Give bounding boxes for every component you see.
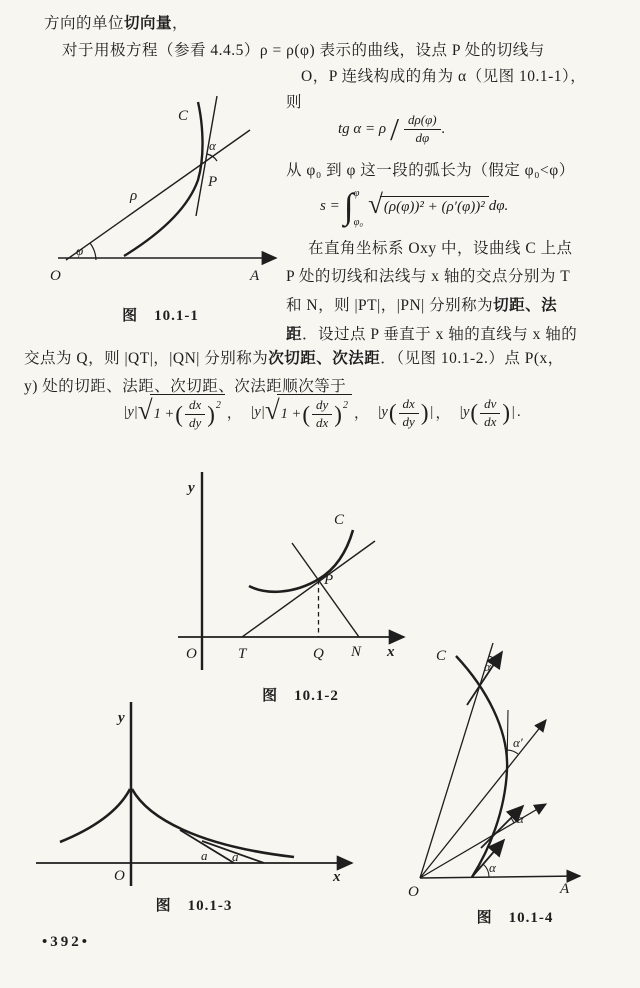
text-run: 交点为 Q，则 |QT|，|QN| 分别称为 — [24, 350, 269, 367]
text-line-7: P 处的切线和法线与 x 轴的交点分别为 T — [286, 268, 571, 285]
curve-left-branch — [60, 789, 130, 842]
label-alpha-3: α — [517, 811, 524, 826]
angle-arc-3 — [511, 818, 514, 823]
fraction-denominator: dx — [484, 413, 497, 429]
fraction — [399, 396, 419, 431]
open-paren: ( — [388, 400, 397, 426]
figure-10-1-3-block — [18, 696, 370, 915]
text-run: 方向的单位 — [44, 15, 125, 32]
label-origin: O — [408, 884, 419, 900]
integral-sign: ∫ — [343, 185, 354, 226]
text-line-2: 对于用极方程（参看 4.4.5）ρ = ρ(φ) 表示的曲线，设点 P 处的切线与 — [62, 42, 545, 59]
formula-lhs: s = — [320, 197, 340, 214]
label-phi: φ — [76, 243, 84, 258]
caption-prefix: 图 — [122, 308, 139, 324]
separator: . — [517, 404, 521, 421]
separator: ， — [226, 406, 242, 423]
angle-arc-2 — [507, 750, 518, 754]
figure-10-1-1 — [28, 88, 293, 300]
lower-limit: φ₀ — [353, 217, 364, 228]
text-run: 和 N，则 |PT|，|PN| 分别称为 — [286, 297, 494, 314]
fraction-numerator: dρ(φ) — [404, 112, 441, 130]
label-n: N — [351, 644, 362, 660]
radicand: (ρ(φ))² + (ρ′(φ))² — [380, 196, 489, 216]
text-line-11: y) 处的切距、法距、次切距、次法距顺次等于 — [24, 378, 347, 395]
radius-line-op — [66, 130, 250, 260]
open-paren: ( — [302, 401, 310, 427]
caption-number: 10.1-3 — [187, 898, 233, 914]
figure-10-1-3 — [18, 696, 370, 890]
radius-ray-1 — [420, 643, 493, 878]
text-line-9 — [286, 325, 577, 345]
fraction — [480, 396, 500, 431]
figure-10-1-4 — [392, 610, 638, 902]
open-paren: ( — [470, 400, 479, 426]
abs-close: | — [429, 404, 434, 421]
fraction-numerator: dv — [480, 396, 500, 414]
fraction — [312, 397, 332, 432]
label-t: T — [238, 646, 247, 662]
formula-projection-subtangent — [377, 396, 450, 431]
fraction-numerator: dy — [312, 397, 332, 415]
label-a: A — [560, 881, 570, 897]
text-line-3: O，P 连线构成的角为 α（见图 10.1-1）， — [301, 68, 587, 85]
fraction-numerator: dx — [185, 397, 205, 415]
label-alpha-prime: α′ — [513, 735, 523, 750]
integral-limits — [354, 188, 363, 228]
one-plus: 1 + — [280, 405, 302, 422]
figure-10-1-4-block — [392, 610, 638, 927]
text-run: ．设过点 P 垂直于 x 轴的直线与 x 轴的 — [302, 326, 578, 343]
curve-c — [456, 656, 507, 877]
text-line-6: 在直角坐标系 Oxy 中，设曲线 C 上点 — [308, 240, 573, 257]
label-p: P — [324, 572, 334, 588]
division-slash: / — [390, 111, 400, 148]
caption-prefix: 图 — [476, 910, 493, 926]
normal-line-pn — [292, 543, 359, 637]
integrand-differential: dφ. — [488, 197, 509, 214]
radius-ray-2 — [420, 720, 546, 878]
one-plus: 1 + — [153, 405, 175, 422]
label-angle-a2: a — [232, 849, 239, 864]
caption-prefix: 图 — [155, 898, 172, 914]
formula-lhs: tg α = ρ — [338, 120, 387, 137]
formula-projection-subnormal — [459, 396, 521, 431]
curve-right-branch — [132, 789, 294, 857]
label-x-axis: x — [387, 644, 395, 660]
abs-open: |y — [458, 404, 470, 421]
text-run: ， — [172, 15, 189, 32]
formula-arc-length — [320, 186, 508, 226]
formula-period: . — [441, 120, 446, 137]
label-origin: O — [186, 646, 197, 662]
separator: ， — [435, 406, 450, 423]
label-angle-a1: a — [201, 848, 208, 863]
fraction-denominator: dφ — [415, 130, 430, 146]
tangent-line-tp — [242, 541, 375, 637]
fraction — [404, 112, 441, 147]
exponent: 2 — [215, 399, 221, 411]
text-line-10 — [24, 349, 564, 369]
formula-polar-tangent — [338, 112, 445, 147]
fraction — [185, 397, 205, 432]
label-x-axis: x — [333, 869, 341, 885]
bold-term-tangent-vector: 切向量 — [124, 15, 173, 32]
text-line-8 — [286, 296, 557, 316]
curve-c — [249, 530, 353, 592]
label-c: C — [334, 512, 345, 528]
radicand — [277, 394, 352, 432]
label-origin: O — [114, 868, 125, 884]
label-c: C — [178, 108, 189, 124]
formula-subtangent — [123, 394, 241, 432]
abs-open: |y — [377, 404, 388, 421]
radical-sign: √ — [137, 395, 153, 426]
caption-number: 10.1-1 — [154, 308, 199, 324]
close-paren: ) — [207, 401, 215, 427]
close-paren: ) — [334, 401, 342, 427]
label-y-axis: y — [188, 480, 195, 496]
abs-close: | — [511, 404, 516, 421]
bold-term-distance: 距 — [286, 326, 303, 343]
close-paren: ) — [420, 400, 429, 426]
label-alpha-4: α — [489, 860, 496, 875]
polar-axis — [420, 876, 580, 878]
figure-10-1-4-caption — [392, 906, 638, 927]
caption-number: 10.1-4 — [508, 910, 554, 926]
caption-number: 10.1-2 — [294, 688, 339, 704]
radical-sign: √ — [368, 188, 383, 219]
label-alpha: α — [209, 138, 216, 153]
text-run: ．（见图 10.1-2.）点 P(x， — [380, 350, 564, 367]
text-line-1 — [44, 14, 188, 34]
label-alpha-1: α — [484, 659, 491, 674]
label-q: Q — [313, 646, 324, 662]
formula-subnormal — [250, 394, 368, 432]
text-line-5: 从 φ₀ 到 φ 这一段的弧长为（假定 φ₀<φ） — [286, 162, 575, 179]
fraction-denominator: dy — [402, 413, 415, 429]
formula-row-four-lengths — [46, 394, 598, 432]
upper-limit: φ — [353, 188, 360, 199]
separator: ， — [353, 406, 369, 423]
label-c: C — [436, 648, 447, 664]
fraction-numerator: dx — [399, 396, 419, 414]
fraction-denominator: dx — [315, 415, 329, 431]
fraction-denominator: dy — [188, 415, 202, 431]
close-paren: ) — [502, 400, 511, 426]
abs-y: |y| — [250, 404, 265, 421]
label-p: P — [208, 174, 218, 190]
bold-term-subtangent: 切距、法 — [493, 297, 558, 314]
curve-c — [124, 102, 203, 256]
label-y-axis: y — [118, 710, 125, 726]
exponent: 2 — [342, 399, 348, 411]
label-origin: O — [50, 268, 61, 284]
text-line-4: 则 — [286, 94, 303, 111]
label-rho: ρ — [130, 188, 138, 204]
open-paren: ( — [175, 401, 183, 427]
figure-10-1-1-block — [28, 88, 293, 325]
caption-prefix: 图 — [262, 688, 279, 704]
figure-10-1-1-caption — [28, 304, 293, 325]
bold-term-subnormal: 次切距、次法距 — [268, 350, 381, 367]
figure-10-1-3-caption — [18, 894, 370, 915]
page-number: •392• — [42, 934, 91, 950]
abs-y: |y| — [123, 404, 138, 421]
label-a: A — [250, 268, 260, 284]
radical-sign: √ — [264, 395, 280, 426]
radicand — [150, 394, 225, 432]
